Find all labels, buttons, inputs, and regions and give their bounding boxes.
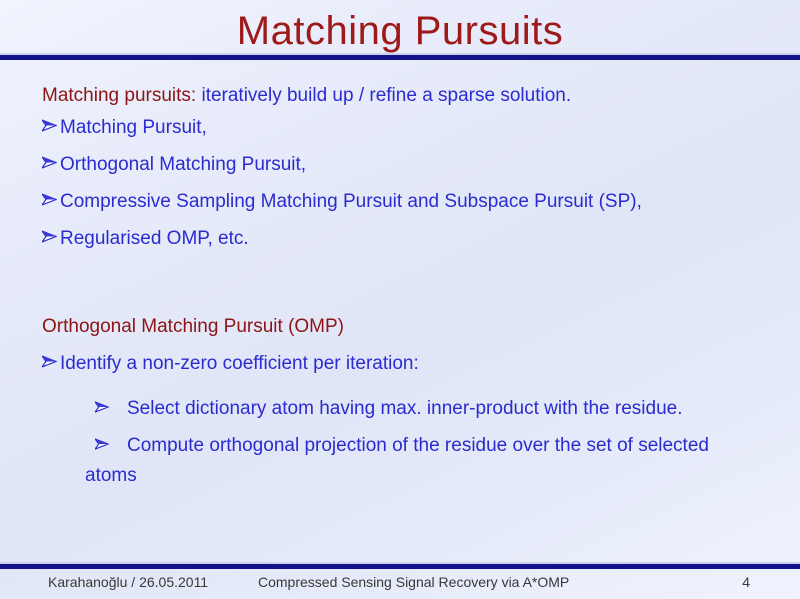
sub-bullet-item xyxy=(85,431,740,491)
intro-rest: iteratively build up / refine a sparse solution. xyxy=(196,85,572,106)
footer-author-date: Karahanoğlu / 26.05.2011 xyxy=(48,574,209,590)
arrow-bullet-icon xyxy=(42,191,57,213)
footer-page-number: 4 xyxy=(742,574,750,590)
arrow-bullet-icon xyxy=(95,394,109,424)
bullet-item xyxy=(42,117,770,139)
sub-bullet-label: Select dictionary atom having max. inner-product with the residue. xyxy=(127,398,683,419)
section-heading: Orthogonal Matching Pursuit (OMP) xyxy=(42,316,345,337)
bullet-label: Identify a non-zero coefficient per iteration: xyxy=(60,353,419,374)
sub-bullet-label: Compute orthogonal projection of the residue over the set of selected atoms xyxy=(85,435,709,486)
bullet-item xyxy=(42,154,770,176)
bullet-label: Regularised OMP, etc. xyxy=(60,228,249,249)
intro-lead: Matching pursuits: xyxy=(42,85,197,106)
bullet-label: Compressive Sampling Matching Pursuit and Subspace Pursuit (SP), xyxy=(60,191,642,212)
slide-title: Matching Pursuits xyxy=(236,9,564,53)
bullet-item xyxy=(42,228,770,250)
intro-line xyxy=(42,85,770,107)
sub-bullet-item xyxy=(85,394,740,424)
arrow-bullet-icon xyxy=(95,431,109,461)
arrow-bullet-icon xyxy=(42,117,57,139)
arrow-bullet-icon xyxy=(42,228,57,250)
bullet-label: Orthogonal Matching Pursuit, xyxy=(60,154,307,175)
arrow-bullet-icon xyxy=(42,353,57,375)
footer-divider-line xyxy=(0,562,800,569)
title-divider-line xyxy=(0,53,800,60)
footer-deck-title: Compressed Sensing Signal Recovery via A*OMP xyxy=(258,574,570,590)
bullet-label: Matching Pursuit, xyxy=(60,117,207,138)
arrow-bullet-icon xyxy=(42,154,57,176)
section-bullet xyxy=(42,353,770,375)
bullet-item xyxy=(42,191,770,213)
